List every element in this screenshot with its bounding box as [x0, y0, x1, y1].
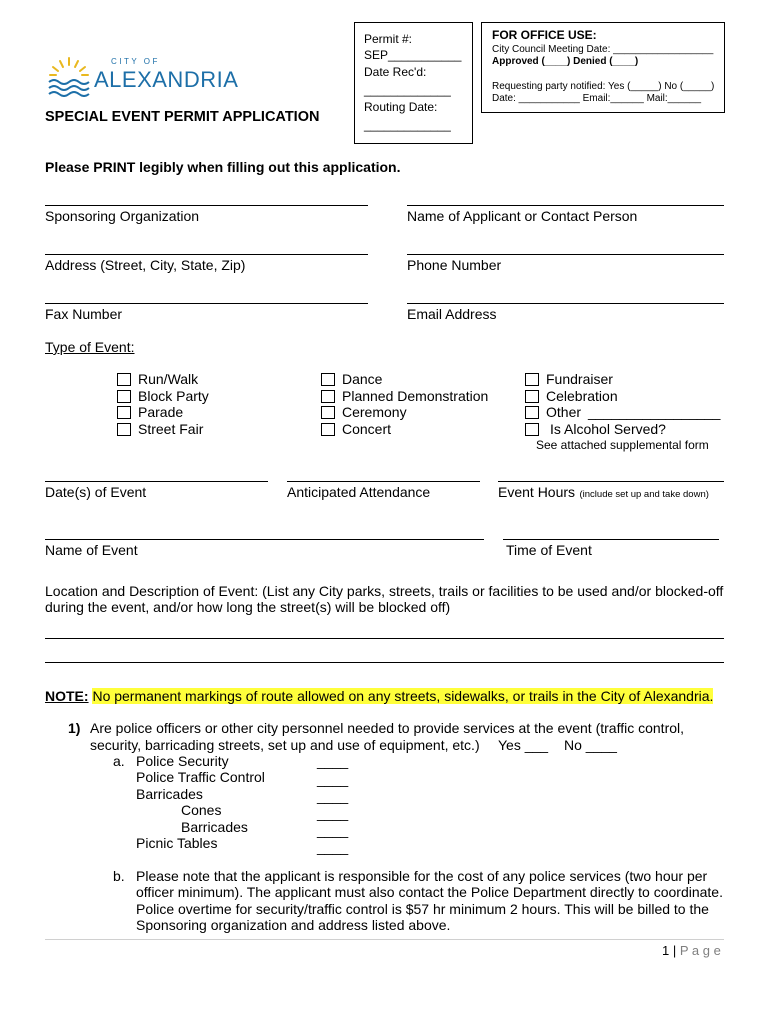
- fundraiser-checkbox[interactable]: [525, 373, 539, 386]
- barricades-sub-blank[interactable]: ____: [317, 822, 349, 838]
- q1-line-1: Are police officers or other city personnel needed to provide services at the event (traffic control,: [90, 720, 685, 736]
- block-party-checkbox[interactable]: [117, 390, 131, 403]
- run-walk-checkbox[interactable]: [117, 373, 131, 386]
- street-fair-label: Street Fair: [138, 421, 204, 437]
- service-police-security: Police Security: [136, 753, 229, 769]
- police-traffic-blank[interactable]: ____: [317, 771, 349, 787]
- q1-number: 1): [68, 720, 81, 736]
- service-barricades-sub: Barricades: [181, 819, 248, 835]
- planned-demonstration-checkbox[interactable]: [321, 390, 335, 403]
- event-time-input[interactable]: [503, 539, 719, 540]
- address-input[interactable]: [45, 254, 368, 255]
- address-label: Address (Street, City, State, Zip): [45, 257, 246, 273]
- concert-label: Concert: [342, 421, 392, 437]
- block-party-label: Block Party: [138, 388, 209, 404]
- other-input[interactable]: _________________: [588, 404, 721, 420]
- event-time-label: Time of Event: [506, 542, 592, 558]
- q1-a-label: a.: [113, 753, 125, 769]
- notified-field[interactable]: Requesting party notified: Yes (_____) No (_____): [492, 81, 715, 92]
- ceremony-checkbox[interactable]: [321, 406, 335, 419]
- event-name-input[interactable]: [45, 539, 484, 540]
- location-line-1: Location and Description of Event: (List any City parks, streets, trails or facilities to be used and/or blocked-off: [45, 583, 724, 599]
- page-separator: |: [672, 943, 677, 958]
- service-cones: Cones: [181, 802, 222, 818]
- hours-input[interactable]: [498, 481, 724, 482]
- ceremony-label: Ceremony: [342, 404, 407, 420]
- sep-field[interactable]: SEP___________: [364, 48, 462, 62]
- service-barricades: Barricades: [136, 786, 203, 802]
- hours-label: Event Hours: [498, 484, 576, 500]
- event-name-label: Name of Event: [45, 542, 138, 558]
- office-use-title: FOR OFFICE USE:: [492, 28, 597, 42]
- attendance-label: Anticipated Attendance: [287, 484, 431, 500]
- fax-label: Fax Number: [45, 306, 123, 322]
- city-logo: [47, 55, 239, 100]
- q1-line-2: security, barricading streets, set up and use of equipment, etc.): [90, 737, 480, 753]
- routing-date-label: Routing Date:: [364, 100, 438, 114]
- other-label: Other: [546, 404, 582, 420]
- dates-label: Date(s) of Event: [45, 484, 147, 500]
- note-row: [45, 688, 713, 704]
- celebration-checkbox[interactable]: [525, 390, 539, 403]
- event-type-heading: Type of Event:: [45, 339, 135, 355]
- dance-label: Dance: [342, 371, 383, 387]
- alcohol-label: Is Alcohol Served?: [550, 421, 666, 437]
- picnic-tables-blank[interactable]: ____: [317, 839, 349, 855]
- page-word: P a g e: [679, 943, 721, 958]
- parade-checkbox[interactable]: [117, 406, 131, 419]
- phone-label: Phone Number: [407, 257, 502, 273]
- sponsoring-org-label: Sponsoring Organization: [45, 208, 200, 224]
- office-use-box: [481, 22, 725, 113]
- q1-b-line-2: officer minimum). The applicant must also contact the Police Department directly to coordinate.: [136, 884, 723, 900]
- page-number: 1: [662, 943, 670, 958]
- logo-city-of: CITY OF: [111, 57, 160, 66]
- applicant-name-label: Name of Applicant or Contact Person: [407, 208, 638, 224]
- date-received-label: Date Rec'd:: [364, 65, 427, 79]
- q1-yes-field[interactable]: Yes ___: [498, 737, 549, 753]
- celebration-label: Celebration: [546, 388, 618, 404]
- date-email-mail-field[interactable]: Date: ___________ Email:______ Mail:______: [492, 93, 702, 104]
- service-picnic-tables: Picnic Tables: [136, 835, 218, 851]
- q1-b-line-1: Please note that the applicant is responsible for the cost of any police services (two hour per: [136, 868, 708, 884]
- attendance-input[interactable]: [287, 481, 480, 482]
- q1-b-label: b.: [113, 868, 125, 884]
- page-footer: [662, 943, 721, 958]
- note-text: No permanent markings of route allowed on any streets, sidewalks, or trails in the City of Alexandria.: [92, 688, 714, 704]
- hours-label-group: [498, 484, 709, 502]
- barricades-blank[interactable]: ____: [317, 788, 349, 804]
- q1-b-line-4: Sponsoring organization and address listed above.: [136, 917, 451, 933]
- fundraiser-label: Fundraiser: [546, 371, 613, 387]
- phone-input[interactable]: [407, 254, 724, 255]
- fax-input[interactable]: [45, 303, 368, 304]
- location-input-2[interactable]: [45, 662, 724, 663]
- supplemental-note: See attached supplemental form: [536, 438, 709, 452]
- service-police-traffic: Police Traffic Control: [136, 769, 265, 785]
- q1-b-line-3: Police overtime for security/traffic control is $57 hr minimum 2 hours. This will be billed to the: [136, 901, 709, 917]
- council-date-field[interactable]: City Council Meeting Date: __________________: [492, 44, 714, 55]
- form-title: SPECIAL EVENT PERMIT APPLICATION: [45, 109, 320, 125]
- email-label: Email Address: [407, 306, 497, 322]
- approved-denied-field[interactable]: Approved (____) Denied (____): [492, 56, 639, 67]
- cones-blank[interactable]: ____: [317, 805, 349, 821]
- location-line-2: during the event, and/or how long the street(s) will be blocked off): [45, 599, 451, 615]
- print-note: Please PRINT legibly when filling out this application.: [45, 159, 401, 175]
- footer-divider: [45, 939, 724, 940]
- street-fair-checkbox[interactable]: [117, 423, 131, 436]
- parade-label: Parade: [138, 404, 184, 420]
- date-received-field[interactable]: _____________: [364, 83, 451, 97]
- sun-wave-icon: [47, 55, 93, 97]
- email-input[interactable]: [407, 303, 724, 304]
- sponsoring-org-input[interactable]: [45, 205, 368, 206]
- note-label: NOTE:: [45, 688, 89, 704]
- run-walk-label: Run/Walk: [138, 371, 199, 387]
- q1-no-field[interactable]: No ____: [564, 737, 617, 753]
- other-checkbox[interactable]: [525, 406, 539, 419]
- location-input-1[interactable]: [45, 638, 724, 639]
- concert-checkbox[interactable]: [321, 423, 335, 436]
- permit-number-label: Permit #:: [364, 32, 413, 46]
- planned-demonstration-label: Planned Demonstration: [342, 388, 489, 404]
- permit-box: [354, 22, 473, 144]
- police-security-blank[interactable]: ____: [317, 753, 349, 769]
- dates-input[interactable]: [45, 481, 268, 482]
- hours-note: (include set up and take down): [579, 489, 709, 500]
- dance-checkbox[interactable]: [321, 373, 335, 386]
- routing-date-field[interactable]: _____________: [364, 118, 451, 132]
- logo-name: ALEXANDRIA: [94, 67, 239, 92]
- alcohol-checkbox[interactable]: [525, 423, 539, 436]
- applicant-name-input[interactable]: [407, 205, 724, 206]
